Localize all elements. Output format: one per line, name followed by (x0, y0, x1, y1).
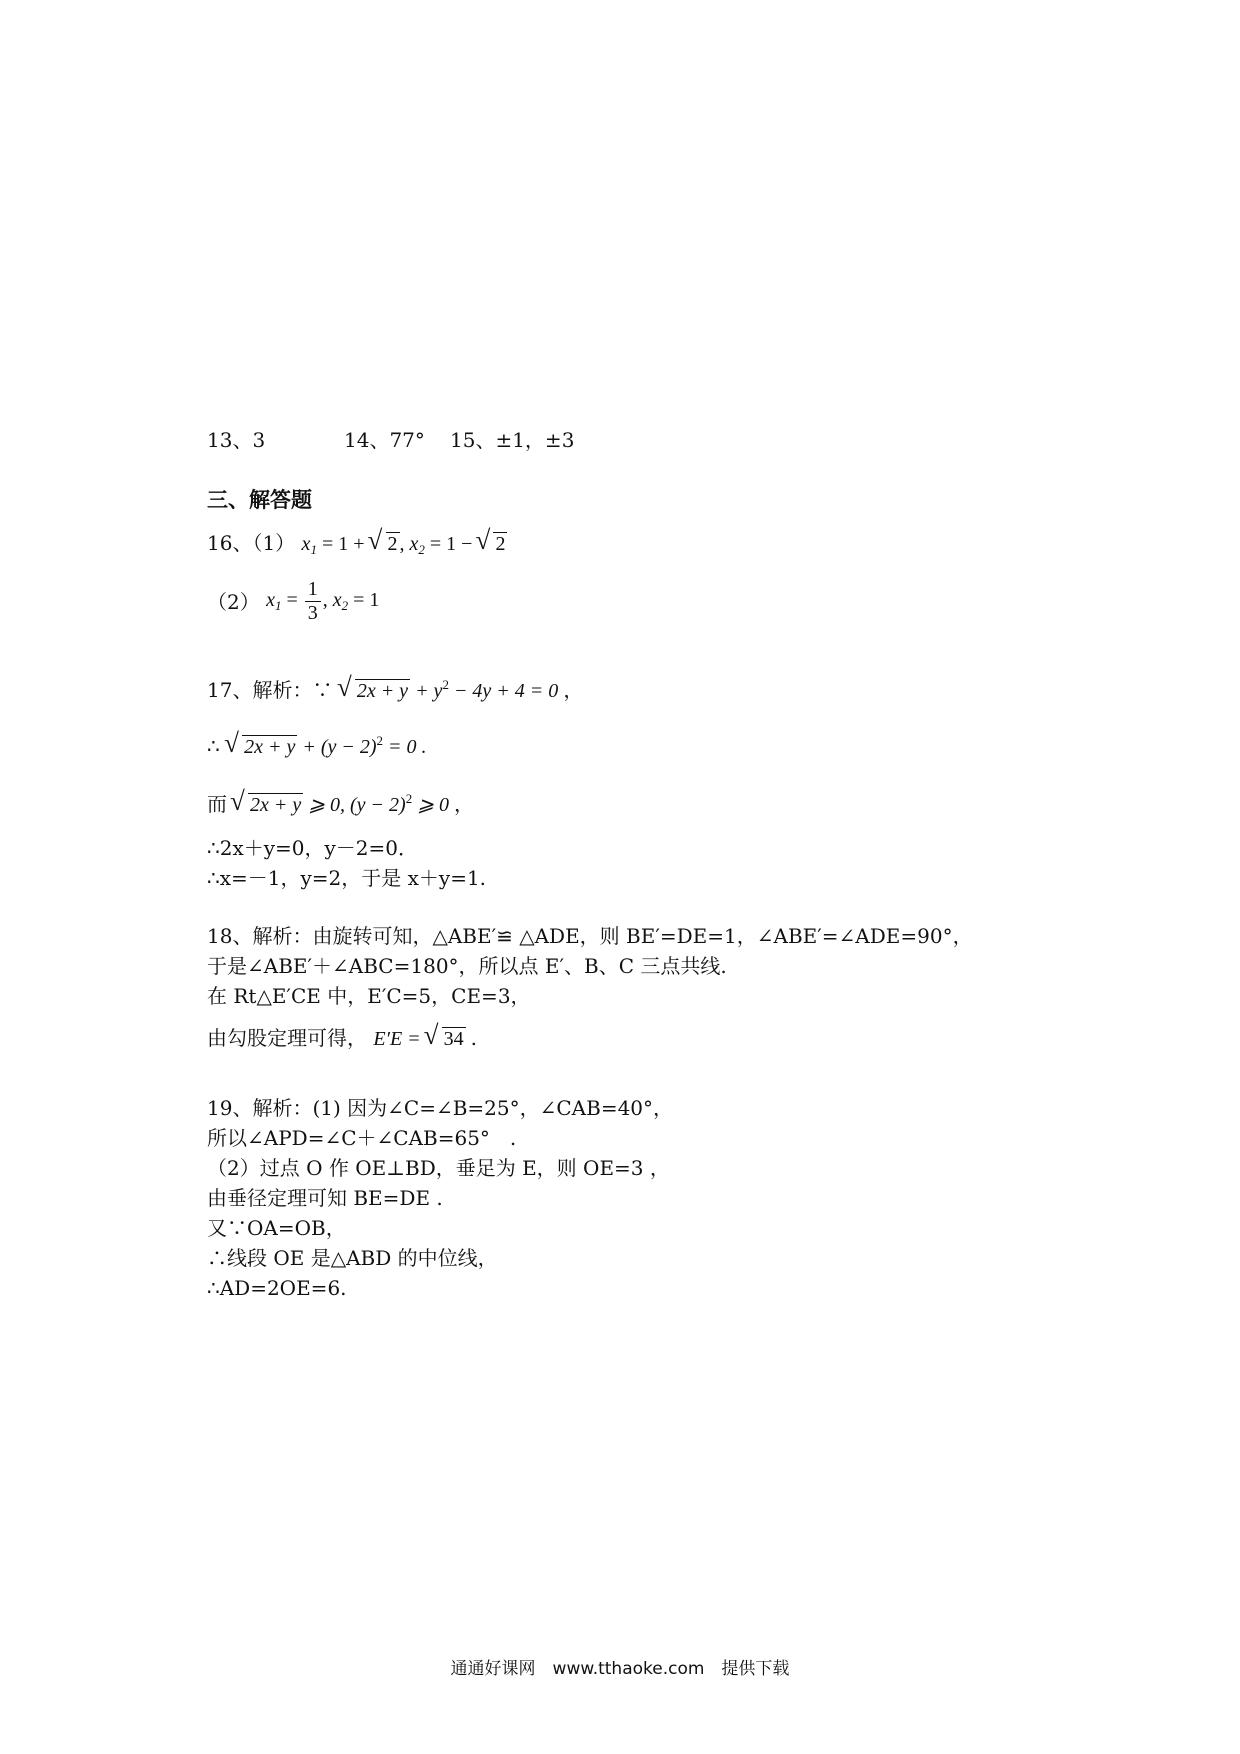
q17-line2 (207, 734, 427, 757)
therefore-sign: ∴ (207, 734, 220, 758)
numerator: 1 (305, 578, 321, 602)
q17-line5: ∴x=－1，y=2，于是 x＋y=1. (207, 866, 487, 890)
equation-text: = 1 + (321, 533, 365, 555)
q16-part2-equation (266, 578, 379, 625)
exponent: 2 (405, 791, 413, 806)
equation-text: = 0 . (388, 736, 427, 758)
radicand: 2 (387, 533, 398, 555)
var-x: x (409, 533, 419, 555)
q16-part2 (207, 578, 379, 625)
q17-and-label: 而 (207, 792, 227, 816)
page-footer: 通通好课网 www.tthaoke.com 提供下载 (450, 1659, 790, 1679)
punctuation: ， (453, 792, 474, 816)
q19-line1: 19、解析：(1) 因为∠C=∠B=25°，∠CAB=40°， (207, 1096, 674, 1120)
inequality-text: ⩾ 0 (417, 794, 449, 816)
q19-line6: ∴线段 OE 是△ABD 的中位线， (207, 1246, 498, 1270)
q17-equation-2 (226, 733, 427, 758)
sqrt-sign (232, 793, 303, 815)
q19-line7: ∴AD=2OE=6. (207, 1276, 347, 1300)
var-x: x (301, 533, 311, 555)
q17-inequality (227, 791, 454, 816)
inequality-text: ⩾ 0, (y − 2) (308, 794, 406, 816)
punctuation: . (470, 1026, 478, 1050)
equation-text: = 1 − (429, 533, 473, 555)
sqrt-sign (477, 532, 507, 554)
denominator: 3 (307, 602, 318, 624)
radicand: 2x + y (356, 680, 409, 702)
radicand: 2x + y (250, 794, 302, 816)
radicand: 2x + y (244, 736, 296, 758)
q18-line3: 在 Rt△E′CE 中，E′C=5，CE=3， (207, 984, 531, 1008)
var-x: x (266, 589, 275, 612)
equation-text: = 1 (353, 589, 380, 612)
subscript: 2 (341, 598, 349, 614)
q16-part1-label: 16、（1） (207, 531, 296, 555)
var-x: x (332, 589, 342, 612)
q18-equation (373, 1028, 470, 1050)
equation-text: E′E = (373, 1028, 421, 1050)
subscript: 1 (274, 598, 282, 614)
q16-part1 (207, 532, 507, 556)
equation-text: + y (415, 680, 443, 702)
separator: , (322, 589, 328, 612)
sqrt-sign (226, 735, 297, 757)
sqrt-sign (370, 532, 400, 554)
q19-line4: 由垂径定理可知 BE=DE . (207, 1186, 443, 1210)
sqrt-sign (339, 679, 410, 701)
exponent: 2 (442, 677, 449, 692)
punctuation: ， (563, 678, 584, 702)
sqrt-sign (426, 1027, 466, 1049)
q16-part2-label: （2） (207, 589, 260, 614)
answer-15: 15、±1，±3 (450, 428, 575, 452)
radicand: 34 (443, 1028, 464, 1050)
q17-line1 (207, 678, 583, 701)
q17-line4: ∴2x＋y=0，y－2=0． (207, 836, 419, 860)
q17-equation-1 (339, 677, 564, 702)
q17-line3 (207, 792, 474, 815)
exponent: 2 (376, 733, 384, 748)
q19-line2: 所以∠APD=∠C＋∠CAB=65° . (207, 1126, 517, 1150)
section-title: 三、解答题 (207, 487, 312, 512)
q18-line1: 18、解析：由旋转可知，△ABE′≌ △ADE，则 BE′=DE=1，∠ABE′=∠ADE=90°， (207, 924, 973, 948)
radicand: 2 (495, 533, 506, 555)
equation-text: − 4y + 4 = 0 (453, 680, 559, 702)
separator: , (399, 533, 405, 555)
q17-label: 17、解析：∵ (207, 678, 333, 702)
fraction (305, 578, 321, 625)
q18-line4-label: 由勾股定理可得， (207, 1026, 367, 1050)
subscript: 2 (418, 542, 425, 557)
equation-text: + (y − 2) (302, 736, 377, 758)
q19-line3: （2）过点 O 作 OE⊥BD，垂足为 E，则 OE=3 ， (207, 1156, 670, 1180)
q18-line4 (207, 1027, 477, 1049)
q16-part1-equation (302, 533, 508, 555)
q18-line2: 于是∠ABE′＋∠ABC=180°，所以点 E′、B、C 三点共线. (207, 954, 727, 978)
answer-13: 13、3 (207, 428, 266, 452)
q19-line5: 又∵OA=OB， (207, 1216, 346, 1240)
answer-14: 14、77° (344, 428, 425, 452)
equals-sign: = (286, 589, 298, 612)
subscript: 1 (310, 542, 317, 557)
